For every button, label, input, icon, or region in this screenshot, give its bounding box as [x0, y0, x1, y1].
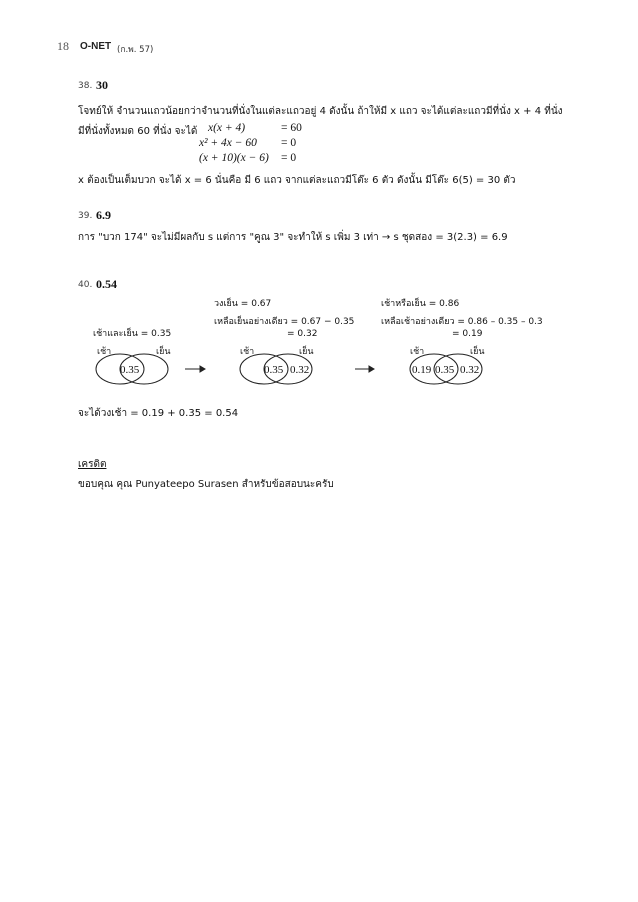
- q40-label-evening-only-result: = 0.32: [287, 329, 318, 339]
- exam-title: O-NET: [80, 41, 112, 52]
- q38-eq2-rhs: = 0: [281, 137, 297, 149]
- q39-answer: 6.9: [96, 208, 111, 222]
- q38-eq2-lhs: x² + 4x − 60: [199, 137, 257, 149]
- exam-subtitle: (ก.พ. 57): [117, 45, 154, 55]
- q40-label-morning-only: เหลือเช้าอย่างเดียว = 0.86 – 0.35 – 0.3: [381, 317, 543, 327]
- q39-line1: การ "บวก 174" จะไม่มีผลกับ s แต่การ "คูณ 3" จะทำให้ s เพิ่ม 3 เท่า → s ชุดสอง = 3(2.3) = 6.9: [78, 232, 508, 243]
- venn1-left-label: เช้า: [97, 346, 112, 356]
- venn2-left-label: เช้า: [240, 346, 255, 356]
- q38-eq1-rhs: = 60: [281, 122, 302, 134]
- venn3-left-value: 0.19: [412, 364, 432, 376]
- q40-label-evening: วงเย็น = 0.67: [214, 299, 272, 309]
- venn3-left-label: เช้า: [410, 346, 425, 356]
- q38-line3: x ต้องเป็นเต็มบวก จะได้ x = 6 นั่นคือ มี 6 แถว จากแต่ละแถวมีโต๊ะ 6 ตัว ดังนั้น มีโต๊ะ 6(5) = 30 ตัว: [78, 175, 516, 186]
- credit-text: ขอบคุณ คุณ Punyateepo Surasen สำหรับข้อสอบนะครับ: [78, 479, 334, 490]
- venn2-right-label: เย็น: [299, 346, 314, 356]
- q39-number: 39.: [78, 211, 93, 221]
- venn2-center-value: 0.35: [264, 364, 284, 376]
- venn1-right-label: เย็น: [156, 346, 171, 356]
- q40-label-morning-only-result: = 0.19: [452, 329, 483, 339]
- venn3-right-label: เย็น: [470, 346, 485, 356]
- venn1-center-value: 0.35: [120, 364, 140, 376]
- q40-label-union: เช้าหรือเย็น = 0.86: [381, 299, 460, 309]
- credit-heading: เครดิต: [78, 459, 107, 470]
- q40-conclusion: จะได้วงเช้า = 0.19 + 0.35 = 0.54: [78, 408, 239, 419]
- q40-label-intersection: เช้าและเย็น = 0.35: [93, 329, 172, 339]
- arrow-2-head: [369, 366, 374, 372]
- q40-label-evening-only: เหลือเย็นอย่างเดียว = 0.67 − 0.35: [214, 317, 355, 327]
- q38-number: 38.: [78, 81, 93, 91]
- q38-answer: 30: [96, 78, 108, 92]
- q40-number: 40.: [78, 280, 93, 290]
- page-number: 18: [57, 39, 69, 53]
- q38-line2: มีที่นั่งทั้งหมด 60 ที่นั่ง จะได้: [78, 126, 198, 137]
- q38-eq3-rhs: = 0: [281, 152, 297, 164]
- venn3-right-value: 0.32: [460, 364, 480, 376]
- q38-eq1-lhs: x(x + 4): [208, 122, 246, 134]
- q38-line1: โจทย์ให้ จำนวนแถวน้อยกว่าจำนวนที่นั่งในแต่ละแถวอยู่ 4 ดังนั้น ถ้าให้มี x แถว จะได้แต่ละแถวมีที่นั่ง x + 4 ที่นั่ง: [78, 106, 563, 117]
- q40-answer: 0.54: [96, 277, 117, 291]
- q38-eq3-lhs: (x + 10)(x − 6): [199, 152, 269, 164]
- venn3-center-value: 0.35: [435, 364, 455, 376]
- venn2-right-value: 0.32: [290, 364, 310, 376]
- arrow-1-head: [200, 366, 205, 372]
